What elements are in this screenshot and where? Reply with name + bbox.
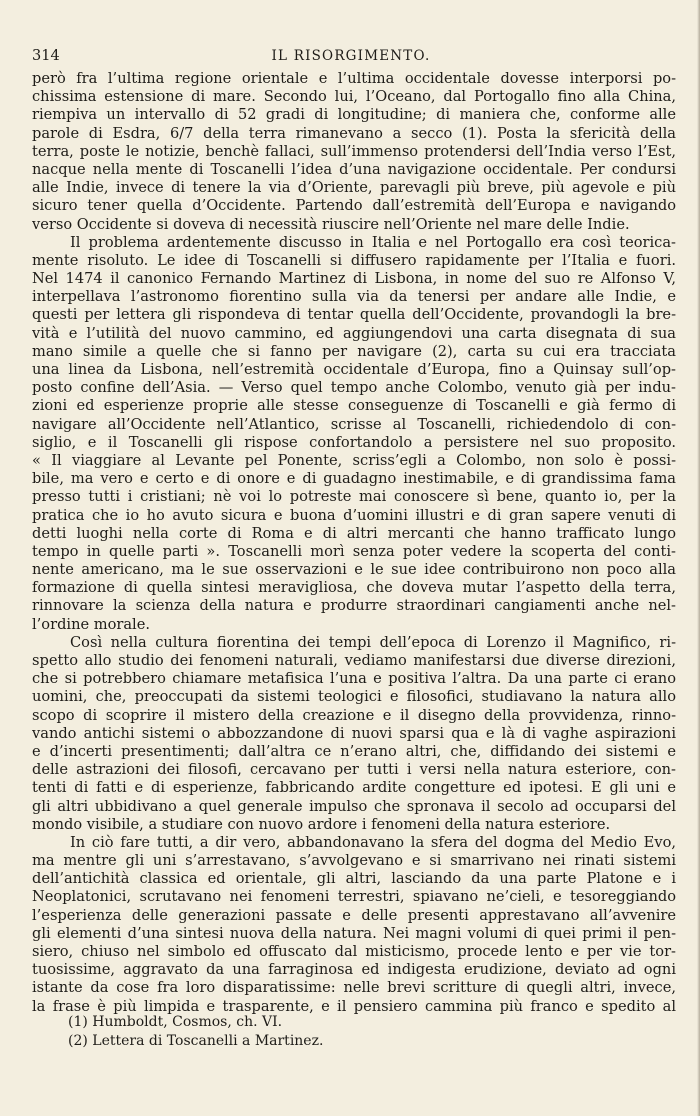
text-line: rinnovare la scienza della natura e produrre straordinari cangiamenti anche nel- bbox=[32, 597, 676, 615]
text-line: vità e l’utilità del nuovo cammino, ed aggiungendovi una carta disegnata di sua bbox=[32, 324, 676, 342]
text-line: In ciò fare tutti, a dir vero, abbandonavano la sfera del dogma del Medio Evo, bbox=[70, 833, 676, 851]
text-line: gli altri ubbidivano a quel generale impulso che spronava il secolo ad occuparsi del bbox=[32, 797, 676, 815]
text-line: parole di Esdra, 6/7 della terra rimanevano a secco (1). Posta la sfericità della bbox=[32, 124, 676, 142]
text-line: l’ordine morale. bbox=[32, 615, 150, 633]
text-line: alle Indie, invece di tenere la via d’Oriente, parevagli più breve, più agevole e più bbox=[32, 179, 676, 197]
text-line: una linea da Lisbona, nell’estremità occidentale d’Europa, fino a Quinsay sull’op- bbox=[32, 361, 676, 378]
text-line: l’esperienza delle generazioni passate e delle presenti apprestavano all’avvenire bbox=[32, 906, 676, 924]
text-line: istante da cose fra loro disparatissime: nelle brevi scritture di quegli altri, invece, bbox=[32, 979, 676, 997]
text-line: che si potrebbero chiamare metafisica l’una e positiva l’altra. Da una parte ci erano bbox=[32, 670, 676, 688]
text-line: però fra l’ultima regione orientale e l’ultima occidentale dovesse interporsi po- bbox=[32, 70, 676, 87]
text-line: formazione di quella sintesi meravigliosa, che doveva mutar l’aspetto della terra, bbox=[32, 579, 676, 597]
text-line: nente americano, ma le sue osservazioni e le sue idee contribuirono non poco alla bbox=[32, 561, 676, 579]
text-line: bile, ma vero e certo e di onore e di guadagno inestimabile, e di grandissima fama bbox=[32, 470, 676, 488]
text-line: siglio, e il Toscanelli gli rispose confortandolo a persistere nel suo proposito. bbox=[32, 433, 676, 451]
text-line: la frase è più limpida e trasparente, e il pensiero cammina più franco e spedito al bbox=[32, 997, 676, 1015]
text-line: zioni ed esperienze proprie alle stesse conseguenze di Toscanelli e già fermo di bbox=[32, 397, 676, 415]
text-line: verso Occidente si doveva di necessità riuscire nell’Oriente nel mare delle Indie. bbox=[32, 215, 630, 233]
page-number: 314 bbox=[32, 48, 60, 64]
text-line: Neoplatonici, scrutavano nei fenomeni terrestri, spiavano ne’cieli, e tesoreggiando bbox=[32, 888, 676, 906]
text-line: spetto allo studio dei fenomeni naturali, vediamo manifestarsi due diverse direzioni, bbox=[32, 652, 676, 669]
text-line: Così nella cultura fiorentina dei tempi dell’epoca di Lorenzo il Magnifico, ri- bbox=[70, 633, 676, 651]
text-line: chissima estensione di mare. Secondo lui, l’Oceano, dal Portogallo fino alla China, bbox=[32, 88, 676, 106]
body-text bbox=[32, 70, 676, 1016]
footnote: (2) Lettera di Toscanelli a Martinez. bbox=[68, 1033, 324, 1049]
text-line: pratica che io ho avuto sicura e buona d’uomini illustri e di gran sapere venuti di bbox=[32, 506, 676, 524]
text-line: interpellava l’astronomo fiorentino sulla via da tenersi per andare alle Indie, e bbox=[32, 288, 676, 306]
text-line: sicuro tener quella d’Occidente. Partendo dall’estremità dell’Europa e navigando bbox=[32, 197, 676, 215]
text-line: presso tutti i cristiani; nè voi lo potreste mai conoscere sì bene, quanto io, per la bbox=[32, 488, 676, 506]
text-line: mente risoluto. Le idee di Toscanelli si diffusero rapidamente per l’Italia e fuori. bbox=[32, 251, 676, 269]
running-title: IL RISORGIMENTO. bbox=[271, 48, 431, 64]
text-line: scopo di scoprire il mistero della creazione e il disegno della provvidenza, rinno- bbox=[32, 706, 676, 724]
text-line: nacque nella mente di Toscanelli l’idea d’una navigazione occidentale. Per condursi bbox=[32, 160, 676, 178]
text-line: mondo visibile, a studiare con nuovo ardore i fenomeni della natura esteriore. bbox=[32, 815, 611, 833]
text-line: posto confine dell’Asia. — Verso quel tempo anche Colombo, venuto già per indu- bbox=[32, 379, 676, 397]
text-line: siero, chiuso nel simbolo ed offuscato dal misticismo, procede lento e per vie tor- bbox=[32, 943, 676, 960]
text-line: terra, poste le notizie, benchè fallaci, sull’immenso protendersi dell’India verso l’Est, bbox=[32, 142, 676, 160]
text-line: e d’incerti presentimenti; dall’altra ce n’erano altri, che, diffidando dei sistemi e bbox=[32, 742, 676, 760]
text-line: dell’antichità classica ed orientale, gli altri, lasciando da una parte Platone e i bbox=[32, 870, 676, 888]
footnotes bbox=[68, 1013, 668, 1051]
page-header bbox=[32, 48, 670, 68]
text-line: tenti di fatti e di esperienze, fabbricando ardite congetture ed ipotesi. E gli uni e bbox=[32, 779, 676, 797]
text-line: riempiva un intervallo di 52 gradi di longitudine; di maniera che, conforme alle bbox=[32, 106, 676, 124]
text-line: vando antichi sistemi o abbozzandone di nuovi sparsi qua e là di vaghe aspirazioni bbox=[32, 724, 676, 742]
text-line: tempo in quelle parti ». Toscanelli morì senza poter vedere la scoperta del conti- bbox=[32, 542, 676, 560]
text-line: Nel 1474 il canonico Fernando Martinez di Lisbona, in nome del suo re Alfonso V, bbox=[32, 270, 676, 288]
text-line: detti luoghi nella corte di Roma e di altri mercanti che hanno trafficato lungo bbox=[32, 524, 676, 542]
text-line: « Il viaggiare al Levante pel Ponente, scriss’egli a Colombo, non solo è possi- bbox=[32, 451, 676, 469]
text-line: mano simile a quelle che si fanno per navigare (2), carta su cui era tracciata bbox=[32, 342, 676, 360]
text-line: gli elementi d’una sintesi nuova della natura. Nei magni volumi di quei primi il pen- bbox=[32, 924, 676, 942]
text-line: questi per lettera gli rispondeva di tentar quella dell’Occidente, provandogli la bre- bbox=[32, 306, 676, 324]
text-line: uomini, che, preoccupati da sistemi teologici e filosofici, studiavano la natura allo bbox=[32, 688, 676, 706]
text-line: delle astrazioni dei filosofi, cercavano per tutti i versi nella natura esteriore, con- bbox=[32, 761, 676, 779]
text-line: Il problema ardentemente discusso in Italia e nel Portogallo era così teorica- bbox=[70, 233, 676, 251]
text-line: tuosissime, aggravato da una farraginosa ed indigesta erudizione, deviato ad ogni bbox=[32, 961, 676, 979]
text-line: ma mentre gli uni s’arrestavano, s’avvolgevano e si smarrivano nei rinati sistemi bbox=[32, 852, 676, 870]
footnote: (1) Humboldt, Cosmos, ch. VI. bbox=[68, 1014, 283, 1030]
text-line: navigare all’Occidente nell’Atlantico, scrisse al Toscanelli, richiedendolo di con- bbox=[32, 415, 676, 433]
